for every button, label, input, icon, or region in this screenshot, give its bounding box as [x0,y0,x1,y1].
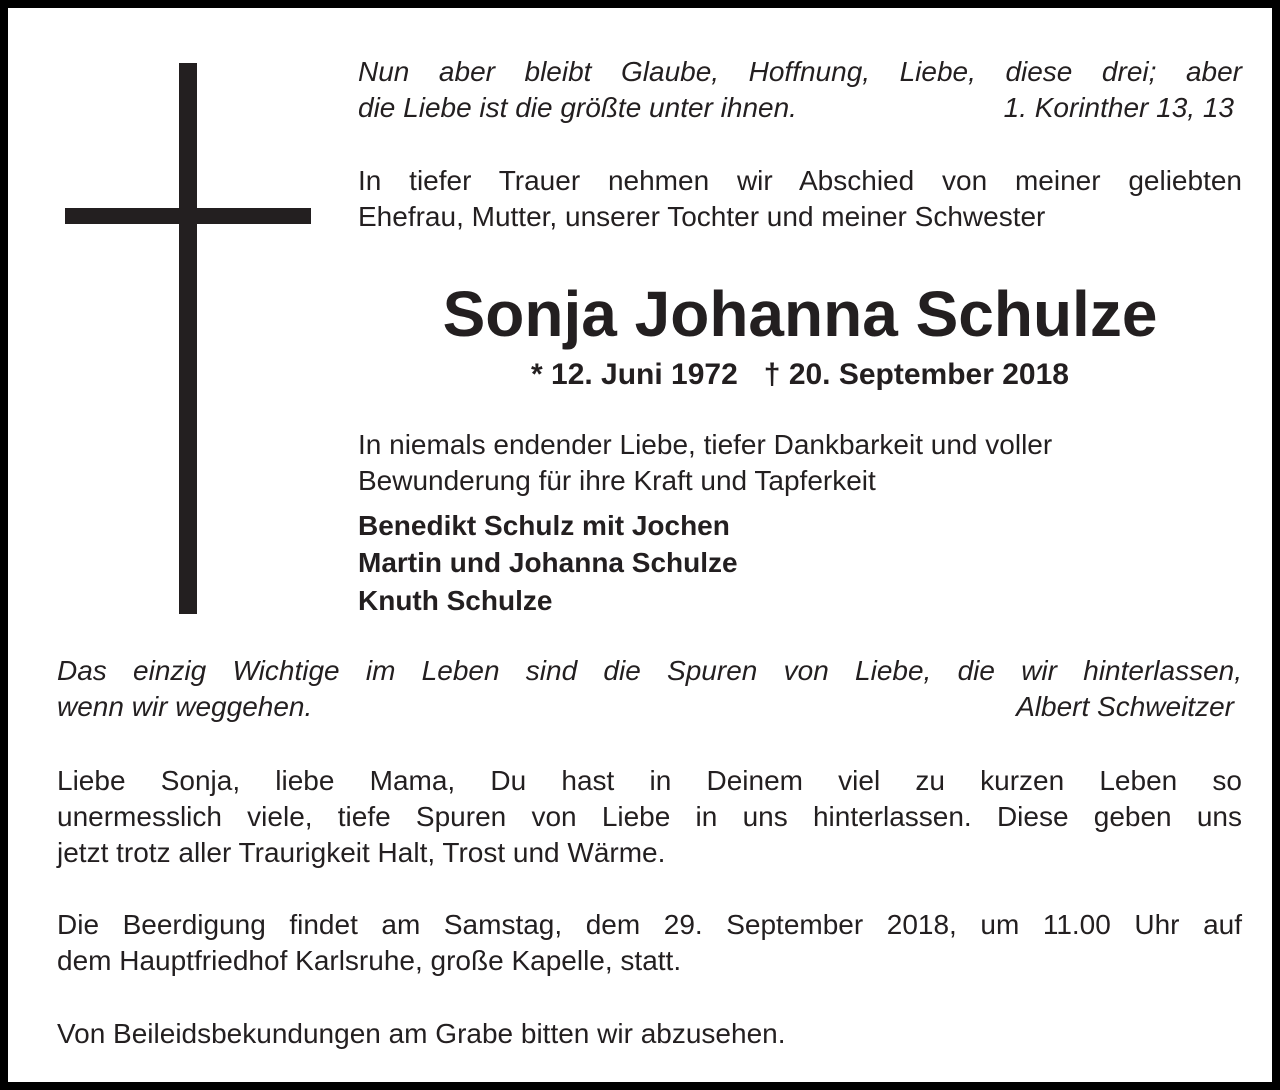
schweitzer-quote-source: Albert Schweitzer [1016,691,1234,722]
cross-horizontal-beam [65,208,311,224]
dedication-line-1: In niemals endender Liebe, tiefer Dankbarkeit und voller [358,429,1053,460]
funeral-line-1: Die Beerdigung findet am Samstag, dem 29. September 2018, um 11.00 Uhr auf [57,909,1242,940]
closing-note: Von Beileidsbekundungen am Grabe bitten wir abzusehen. [57,1018,786,1049]
bible-quote-source: 1. Korinther 13, 13 [1003,92,1234,123]
schweitzer-quote-line-2: wenn wir weggehen. [57,691,313,722]
mourner-name: Knuth Schulze [358,585,553,616]
message-line-2: unermesslich viele, tiefe Spuren von Liebe in uns hinterlassen. Diese geben uns [57,801,1242,832]
funeral-line-2: dem Hauptfriedhof Karlsruhe, große Kapelle, statt. [57,945,682,976]
intro-line-2: Ehefrau, Mutter, unserer Tochter und meiner Schwester [358,201,1046,232]
bible-quote-line-2: die Liebe ist die größte unter ihnen. [358,92,797,123]
mourner-name: Benedikt Schulz mit Jochen [358,510,730,541]
mourner-name: Martin und Johanna Schulze [358,547,738,578]
schweitzer-quote-line-1: Das einzig Wichtige im Leben sind die Spuren von Liebe, die wir hinterlassen, [57,655,1242,686]
death-date: † 20. September 2018 [763,358,1069,391]
message-line-3: jetzt trotz aller Traurigkeit Halt, Trost und Wärme. [57,837,666,868]
deceased-name: Sonja Johanna Schulze [442,278,1158,350]
life-dates [358,357,1242,393]
cross-vertical-beam [179,63,197,614]
message-line-1: Liebe Sonja, liebe Mama, Du hast in Deinem viel zu kurzen Leben so [57,765,1242,796]
dedication-line-2: Bewunderung für ihre Kraft und Tapferkeit [358,465,876,496]
intro-line-1: In tiefer Trauer nehmen wir Abschied von meiner geliebten [358,165,1242,196]
birth-date: * 12. Juni 1972 [531,358,738,391]
bible-quote-line-1: Nun aber bleibt Glaube, Hoffnung, Liebe, diese drei; aber [358,56,1242,87]
